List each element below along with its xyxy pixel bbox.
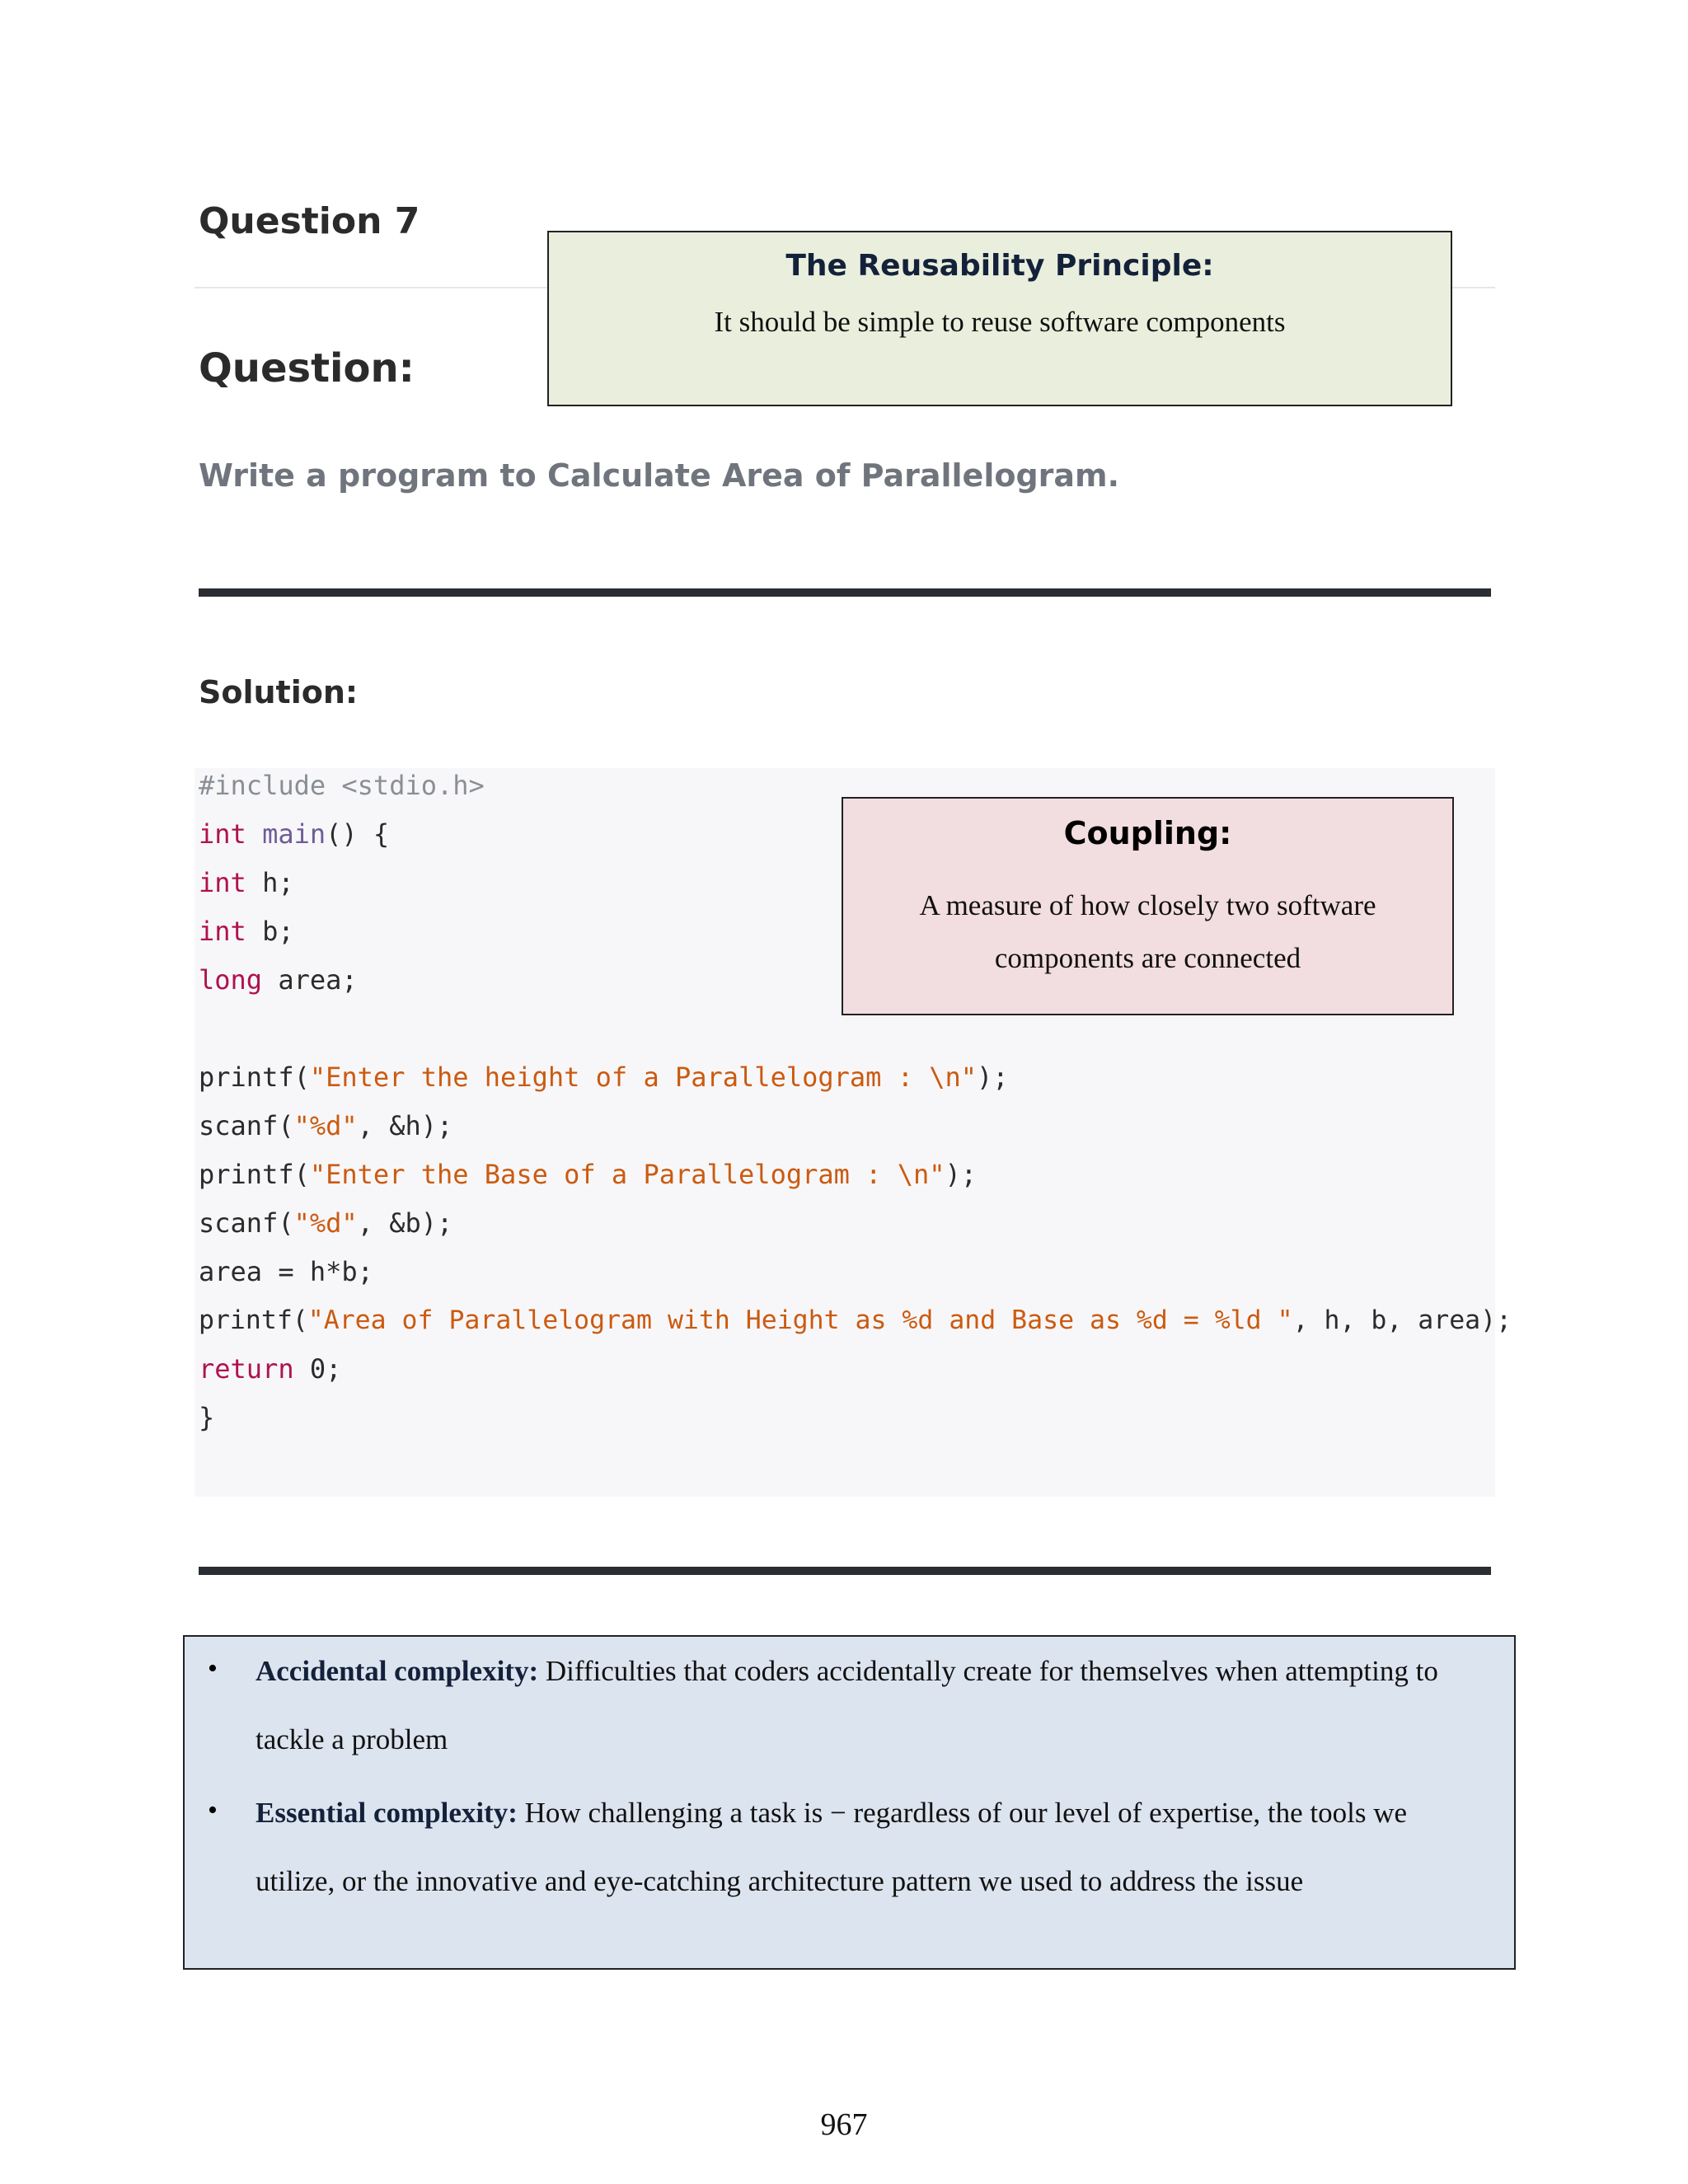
- code-keyword: int: [199, 867, 246, 898]
- code-keyword: int: [199, 818, 246, 850]
- code-line: [199, 1401, 214, 1434]
- code-string: "%d": [293, 1207, 358, 1239]
- code-line: [199, 1109, 452, 1142]
- code-keyword: int: [199, 916, 246, 947]
- code-text: , h, b, area);: [1292, 1305, 1512, 1335]
- list-item-text: [256, 1779, 1481, 1915]
- code-text: scanf(: [199, 1110, 294, 1141]
- code-keyword: return: [199, 1353, 294, 1385]
- question-text: Write a program to Calculate Area of Parallelogram.: [199, 457, 1120, 494]
- complexity-box: [183, 1635, 1516, 1970]
- code-text: , &b);: [357, 1207, 453, 1239]
- code-text: , &h);: [357, 1110, 453, 1141]
- code-text: printf(: [199, 1159, 310, 1190]
- question-number: Question 7: [199, 200, 420, 242]
- code-line: [199, 1061, 1009, 1094]
- code-text: }: [199, 1402, 215, 1433]
- code-line: [199, 1352, 341, 1385]
- code-line: [199, 1255, 373, 1288]
- section-divider: [199, 588, 1491, 597]
- code-comment: #include <stdio.h>: [199, 770, 485, 801]
- code-string: "%d": [293, 1110, 358, 1141]
- code-line: [199, 915, 294, 948]
- code-function: main: [262, 818, 326, 850]
- callout-body: It should be simple to reuse software components: [714, 306, 1286, 338]
- code-text: h;: [246, 867, 294, 898]
- term: Accidental complexity:: [256, 1655, 539, 1687]
- code-line: [199, 1207, 452, 1240]
- code-text: () {: [326, 818, 390, 850]
- question-label: Question:: [199, 345, 415, 391]
- definition: How challenging a task is − regardless of our level of expertise, the tools we utilize, or the innovative and eye-catching architecture pattern we used to address the issue: [256, 1797, 1408, 1897]
- callout-title: The Reusability Principle:: [785, 249, 1214, 283]
- code-line: [199, 1304, 1512, 1337]
- code-line: [199, 1158, 977, 1191]
- code-string: "Enter the height of a Parallelogram : \n": [309, 1062, 978, 1093]
- code-text: b;: [246, 916, 294, 947]
- bullet-icon: •: [208, 1653, 218, 1684]
- code-string: "Area of Parallelogram with Height as %d and Base as %d = %ld ": [307, 1305, 1293, 1335]
- reusability-callout: [547, 231, 1452, 406]
- code-text: area = h*b;: [199, 1256, 373, 1287]
- bullet-icon: •: [208, 1795, 218, 1825]
- callout-title: Coupling:: [1063, 815, 1232, 851]
- code-text: 0;: [293, 1353, 342, 1385]
- code-line: [199, 866, 294, 899]
- section-divider: [199, 1567, 1491, 1575]
- code-text: printf(: [199, 1062, 310, 1093]
- code-text: area;: [262, 964, 358, 996]
- code-line: [199, 818, 389, 851]
- code-text: );: [977, 1062, 1009, 1093]
- code-string: "Enter the Base of a Parallelogram : \n": [309, 1159, 945, 1190]
- code-line: [199, 769, 485, 802]
- coupling-callout: [842, 797, 1454, 1015]
- code-keyword: long: [199, 964, 263, 996]
- solution-label: Solution:: [199, 674, 359, 710]
- code-line: [199, 963, 358, 996]
- term: Essential complexity:: [256, 1797, 518, 1829]
- list-item-text: [256, 1637, 1481, 1774]
- definition: Difficulties that coders accidentally create for themselves when attempting to tackle a problem: [256, 1655, 1438, 1755]
- code-text: );: [945, 1159, 978, 1190]
- callout-body: A measure of how closely two software components are connected: [919, 889, 1376, 974]
- page-number: 967: [820, 2107, 868, 2142]
- code-text: scanf(: [199, 1207, 294, 1239]
- code-text: printf(: [199, 1305, 308, 1335]
